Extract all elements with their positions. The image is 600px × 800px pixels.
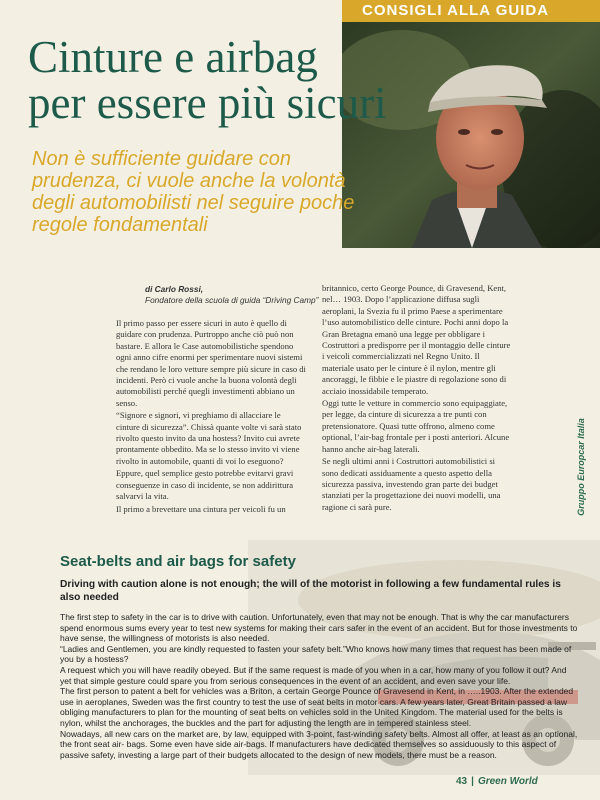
- italian-column-left: [116, 318, 306, 516]
- paragraph: The first step to safety in the car is to drive with caution. Unfortunately, even that may not be enough. That is why the car manufacturers spend enormous sums every year to test new systems for making their cars safer in the event of an accident. But for those investments to have sense, the willingness of motorists is also needed.: [60, 612, 578, 644]
- italian-column-right: [322, 283, 512, 514]
- byline-role: Fondatore della scuola di guida “Driving Camp”: [145, 295, 319, 305]
- page-footer: [456, 776, 538, 787]
- english-title: Seat-belts and air bags for safety: [60, 553, 296, 570]
- side-credit: [574, 412, 588, 522]
- english-body: [60, 612, 580, 760]
- footer-separator: |: [471, 776, 474, 787]
- paragraph: britannico, certo George Pounce, di Gravesend, Kent, nel… 1903. Dopo l’applicazione diffusa sugli aeroplani, la Svezia fu il primo Paese a sperimentare l’uso automobilistico delle cinture. Pochi anni dopo la Gran Bretagna emanò una legge per obbligare i Costruttori a predisporre per il montaggio delle cinture i veicoli commercializzati nel Regno Unito. Il materiale usato per le cinture è il nylon, mentre gli ancoraggi, le fibbie e le piastre di regolazione sono di acciaio inossidabile temperato.: [322, 283, 511, 396]
- paragraph: Nowadays, all new cars on the market are, by law, equipped with 3-point, fast-winding safety belts. Almost all offer, at least as an optional, the front seat air- bags. Some even have side air-bags. If manufacturers have dedicated themselves so assiduously to this aspect of passive safety, investing a large part of their budgets allocated to the design of new models, there must be a reason.: [60, 728, 578, 760]
- paragraph: Se negli ultimi anni i Costruttori automobilistici si sono dedicati assiduamente a questo aspetto della sicurezza passiva, investendo gran parte dei budget stanziati per la progettazione dei nuovi modelli, una ragione ci sarà pure.: [322, 456, 501, 512]
- title-line-2: per essere più sicuri: [28, 78, 387, 128]
- byline: [145, 284, 335, 306]
- article-subtitle: Non è sufficiente guidare con prudenza, ci vuole anche la volontà degli automobilisti nel seguire poche regole fondamentali: [32, 148, 355, 236]
- title-line-1: Cinture e airbag: [28, 32, 318, 82]
- paragraph: Eppure, quel semplice gesto potrebbe evitarvi gravi conseguenze in caso di incidente, se non addirittura salvarvi la vita.: [116, 468, 294, 502]
- page-number: 43: [456, 776, 468, 787]
- paragraph: The first person to patent a belt for vehicles was a Briton, a certain George Pounce of Gravesend in Kent, in …..1903. After the extended use in aeroplanes, Sweden was the first country to test the use of seat belts in motor cars. A few years later, Great Britain passed a law obliging manufacturers to plan for the mounting of seat belts on vehicles sold in the United Kingdom. The material used for the belts is nylon, whilst the anchorages, the buckles and the part for adjusting the length are in tempered stainless steel.: [60, 686, 574, 728]
- section-banner: CONSIGLI ALLA GUIDA: [342, 0, 600, 22]
- byline-author: di Carlo Rossi,: [145, 284, 204, 294]
- paragraph: “Ladies and Gentlemen, you are kindly requested to fasten your safety belt.”Who knows how many times that request has been made of you by a hostess?: [60, 643, 572, 665]
- side-credit-label: Gruppo Europcar Italia: [576, 418, 587, 516]
- paragraph: “Signore e signori, vi preghiamo di allacciare le cinture di sicurezza”. Chissà quante volte vi sarà stato rivolto questo invito da una hostess? Invito cui avrete prontamente obbedito. Ma se lo stesso invito vi viene rivolto in automobile, quanti di voi lo eseguono?: [116, 410, 302, 466]
- magazine-name: Green World: [477, 776, 538, 787]
- paragraph: A request which you will have readily obeyed. But if the same request is made of you when in a car, how many of you follow it out? And yet that simple gesture could spare you from serious consequences in the event of an accident, and even save your life.: [60, 664, 567, 686]
- article-title: [28, 34, 488, 126]
- paragraph: Il primo passo per essere sicuri in auto è quello di guidare con prudenza. Purtroppo anche ciò può non bastare. E allora le Case automobilistiche spendono ogni anno cifre enormi per sperimentare nuovi sistemi che rendano le loro vetture sempre più sicure in caso di incidenti. Però ci vuole anche la buona volontà degli automobilisti perché quegli investimenti abbiano un senso.: [116, 318, 306, 408]
- paragraph: Il primo a brevettare una cintura per veicoli fu un: [116, 503, 286, 514]
- english-subtitle: Driving with caution alone is not enough; the will of the motorist in following a few fundamental rules is also needed: [60, 579, 561, 603]
- paragraph: Oggi tutte le vetture in commercio sono equipaggiate, per legge, da cinture di sicurezza a tre punti con pretensionatore. Quasi tutte offrono, almeno come optional, l’air-bag frontale per i posti anteriori. Alcune hanno anche air-bag laterali.: [322, 398, 510, 454]
